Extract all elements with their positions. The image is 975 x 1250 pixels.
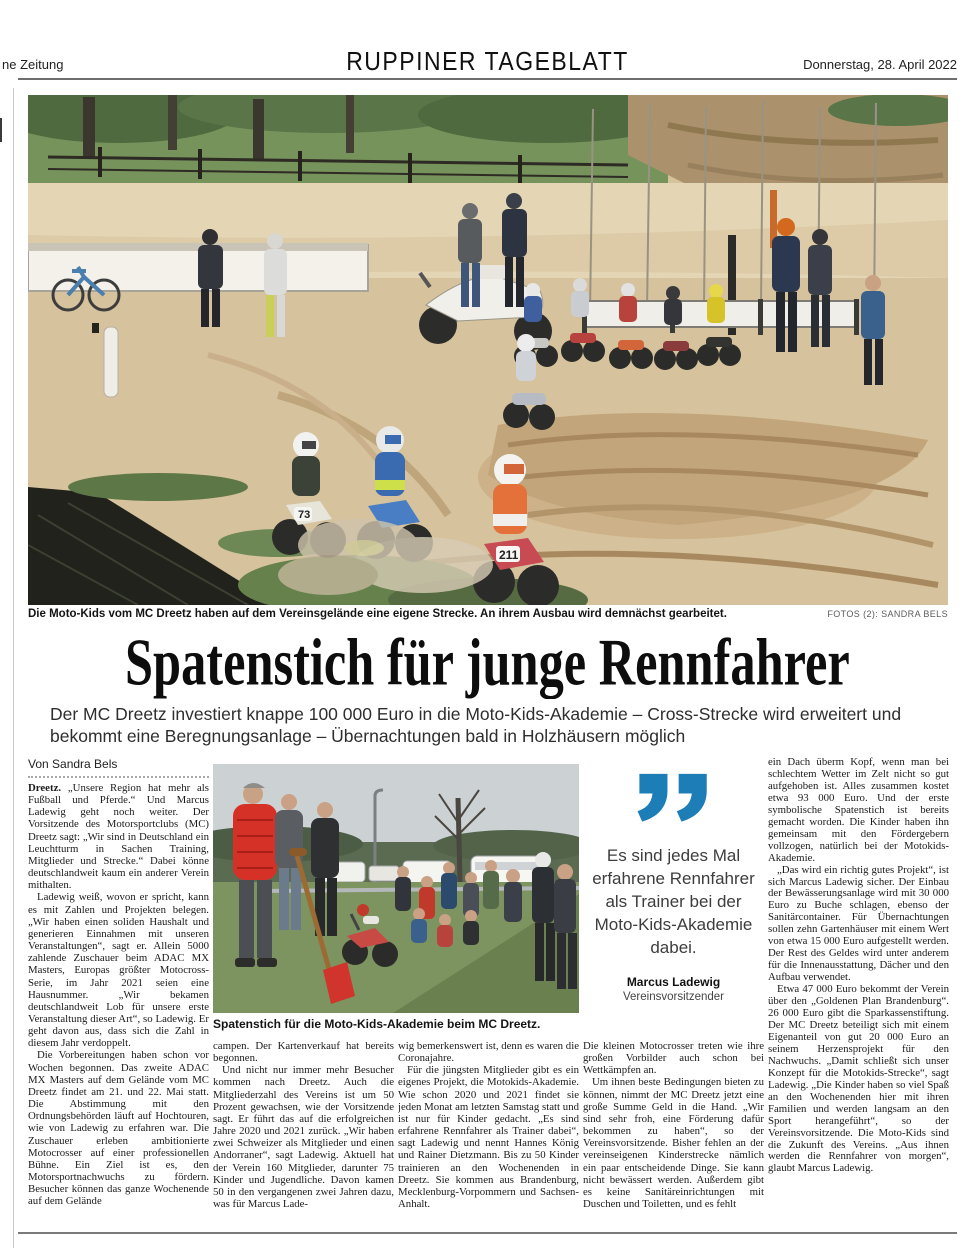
svg-text:73: 73 [298,509,311,521]
dateline: Dreetz. [28,782,62,794]
masthead-left-title: ne Zeitung [2,57,64,72]
pull-quote-role: Vereinsvorsitzender [623,991,724,1003]
inline-photo-caption: Spatenstich für die Moto-Kids-Akademie beim MC Dreetz. [213,1017,541,1031]
paragraph: ein Dach überm Kopf, wenn man bei schlechtem Wetter im Zelt nicht so gut aufgehoben ist. Alles zusammen kostet etwa 93 000 Euro. Und der erste symbolische Spatenstich ist bereits gemacht worden. Die Kinder haben ihn gemeinsam mit den Fördergebern vollzogen, natürlich bei der Motokids-Akademie. [768,757,949,864]
adjacent-page-mark [0,118,2,142]
quote-icon [636,772,712,830]
main-photo-illustration [28,95,948,605]
byline: Von Sandra Bels [28,757,209,778]
pull-quote-text: Es sind jedes Mal erfahrene Rennfahrer als Trainer bei der Moto-Kids-Akademie dabei. [592,846,755,957]
header-rule [18,78,957,80]
article-column-5 [768,757,949,1233]
main-photo-caption: Die Moto-Kids vom MC Dreetz haben auf dem Vereinsgelände eine eigene Strecke. An ihrem Ausbau wird demnächst gearbeitet. [28,608,727,620]
article-column-4 [583,1040,764,1234]
article-column-2 [213,1040,394,1234]
photo-credit: FOTOS (2): SANDRA BELS [827,609,948,619]
masthead-date: Donnerstag, 28. April 2022 [803,57,957,72]
article-headline: Spatenstich für junge Rennfahrer [125,624,850,699]
masthead-title: RUPPINER TAGEBLATT [346,46,629,76]
paragraph: Und nicht nur immer mehr Besucher kommen nach Dreetz. Auch die Mitgliederzahl des Vereins ist um 50 Prozent gewachsen, wie der Vorsitzende sagt. Er führt das auf die erfolgreichen Jahre 2020 und 2021 zurück. „Wir haben zwei Schweizer als Mitglieder und einen Andorraner“, sagt Ladewig. Aktuell hat der Verein 160 Mitglieder, darunter 75 Kinder und Jugendliche. Davon kamen 50 in den vergangenen zwei Jahren dazu, was für Marcus Lade- [213,1064,394,1211]
article-subheadline: Der MC Dreetz investiert knappe 100 000 Euro in die Moto-Kids-Akademie – Cross-Strecke wird erweitert und bekommt eine Beregnungsanlage – Übernachtungen bald in Holzhäusern möglich [50,704,902,746]
main-photo [28,95,948,605]
paragraph: Um ihnen beste Bedingungen bieten zu können, nimmt der MC Dreetz jetzt eine große Summe Geld in die Hand. „Wir sind sehr froh, eine Förderung dafür bekommen zu haben“, so der Vereinsvorsitzende. Bisher fehlen an der vereinseigenen Kinderstrecke nämlich ein paar entscheidende Dinge. Sie kann nicht bewässert werden. Außerdem gibt es keine Sanitäreinrichtungen mit Duschen und Toiletten, und es fehlt [583,1076,764,1211]
bottom-rule [18,1232,957,1234]
paragraph: Dreetz. „Unsere Region hat mehr als Fußball und Pferde.“ Und Marcus Ladewig geht noch weiter. Der Vorsitzende des Motorsportclubs (MC) Dreetz sagt: „Wir sind in Deutschland ein Leuchtturm in Sachen Training, Mitglieder und Strecke.“ Dabei könne deutschlandweit kaum ein anderer Verein mithalten. [28,782,209,892]
article-column-1 [28,782,209,1233]
paragraph: campen. Der Kartenverkauf hat bereits begonnen. [213,1040,394,1065]
paragraph: Die kleinen Motocrosser treten wie ihre großen Vorbilder auch schon bei Wettkämpfen an. [583,1040,764,1077]
paragraph: wig bemerkenswert ist, denn es waren die Coronajahre. [398,1040,579,1065]
paragraph: Für die jüngsten Mitglieder gibt es ein eigenes Projekt, die Motokids-Akademie. Wie schon 2020 und 2021 findet sie jeden Monat am letzten Samstag statt und ist nur für Kinder gedacht. „Es sind erfahrene Rennfahrer als Trainer dabei“, sagt Ladewig und nennt Hannes König und Rainer Dietzmann. Bis zu 50 Kinder trainieren an den Wochenenden in Dreetz. Sie kommen aus Brandenburg, Mecklenburg-Vorpommern und Sachsen-Anhalt. [398,1064,579,1211]
paragraph: Ladewig weiß, wovon er spricht, kann es mit Zahlen und Projekten belegen. „Wir haben einen soliden Haushalt und generieren Einnahmen mit unseren Veranstaltungen“, sagt er. Allein 5000 zahlende Zuschauer beim ADAC MX Masters, Europas größter Motocross-Serie, im Jahr 2021 seien eine Hausnummer. „Wir bekamen deutschlandweit Lob für unsere erste Veranstaltung dieser Art“, so Ladewig. Er geht davon aus, dass sich die Zahl in diesem Jahr verdoppelt. [28,891,209,1050]
paragraph: „Das wird ein richtig gutes Projekt“, ist sich Marcus Ladewig sicher. Der Einbau der Bewässerungsanlage wird mit 30 000 Euro zu Buche schlagen, ebenso der Sanitärcontainer. Für Übernachtungen sollen zehn Gartenhäuser mit einem Wert von etwa 15 000 Euro aufgestellt werden. Der Rest des Geldes wird unter anderem für die Innenausstattung, Dächer und den Aufbau verwendet. [768,863,949,984]
paragraph: Die Vorbereitungen haben schon vor Wochen begonnen. Das zweite ADAC MX Masters auf dem Gelände vom MC Dreetz findet am 21. und 22. Mai statt. Die Abstimmung mit den Ordnungsbehörden läuft auf Hochtouren, wie von Ladewig zu erfahren war. Die Zuschauer erleben ambitionierte Motocrosser auf einer professionellen Bühne. Ein Ziel ist es, den Motorsportnachwuchs zu fördern. Besucher können das ganze Wochenende auf dem Gelände [28,1049,209,1208]
inline-photo [213,764,579,1013]
paragraph: Etwa 47 000 Euro bekommt der Verein über den „Goldenen Plan Brandenburg“. 26 000 Euro gibt die Sparkassenstiftung. Der MC Dreetz beteiligt sich mit einem Eigenanteil von gut 20 000 Euro an seinem Herzensprojekt für den Nachwuchs. „Damit schließt sich unser Konzept für die Motokids-Strecke“, sagt Ladewig. „Die Kinder haben so viel Spaß an den Wochenenden hier mit ihren Familien und werden langsam an den Sport herangeführt“, so der Vereinsvorsitzende. Die Moto-Kids sind die Zukunft des Vereins. „Aus ihnen werden die Rennfahrer von morgen“, glaubt Marcus Ladewig. [768,983,949,1175]
pull-quote [583,772,764,1003]
svg-text:211: 211 [499,548,519,562]
article-column-3 [398,1040,579,1234]
inline-photo-illustration [213,764,579,1013]
pull-quote-author: Marcus Ladewig [626,975,721,989]
